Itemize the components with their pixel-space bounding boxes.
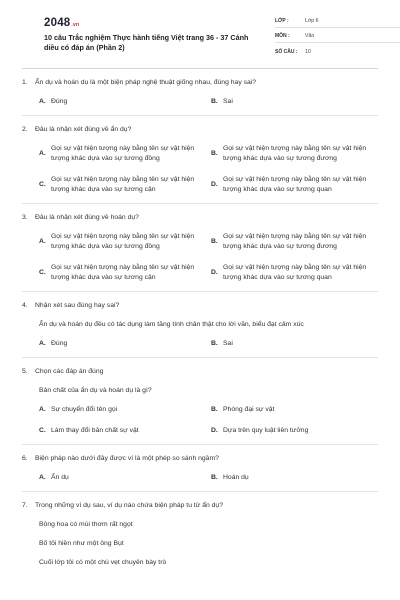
option-text: Dựa trên quy luật liên tưởng [223, 427, 309, 434]
answer-option[interactable] [39, 97, 211, 107]
option-text: Đúng [51, 340, 68, 347]
answer-options [22, 232, 378, 283]
option-letter: A. [39, 98, 46, 105]
option-text: Sai [223, 98, 233, 105]
answer-option[interactable] [211, 473, 383, 483]
question-text [22, 213, 378, 223]
answer-option[interactable] [39, 144, 211, 164]
question-prompt: Biện pháp nào dưới đây được ví là một phép so sánh ngầm? [35, 455, 219, 462]
option-letter: B. [211, 474, 218, 481]
meta-value: Lớp 6 [305, 18, 319, 24]
option-text: Phóng đại sự vật [223, 406, 275, 413]
logo-tld: .vn [71, 22, 80, 28]
option-letter: C. [39, 427, 46, 434]
question-number: 5. [22, 368, 28, 375]
option-letter: D. [211, 427, 218, 434]
option-text: Sai [223, 340, 233, 347]
question-text [22, 78, 378, 88]
question-number: 7. [22, 502, 28, 509]
answer-option[interactable] [39, 339, 211, 349]
meta-value: 10 [305, 48, 311, 55]
answer-option[interactable] [39, 405, 211, 415]
question-example: Bông hoa có mùi thơm rất ngọt [39, 521, 133, 528]
answer-option[interactable] [211, 263, 383, 283]
meta-label: SỐ CÂU : [275, 48, 298, 55]
question-prompt: Đâu là nhận xét đúng về ẩn dụ? [35, 126, 132, 133]
option-text: Gọi sự vật hiện tượng này bằng tên sự vật hiện tượng khác dựa vào sự tương quan [223, 264, 367, 281]
answer-option[interactable] [39, 426, 211, 436]
answer-option[interactable] [39, 175, 211, 195]
question-sub: Ẩn dụ và hoán dụ đều có tác dụng làm tăng tính chân thật cho lời văn, biểu đạt cảm xúc [39, 321, 304, 328]
option-text: Gọi sự vật hiện tượng này bằng tên sự vật hiện tượng khác dựa vào sự tương cận [51, 264, 195, 281]
question-item [22, 358, 378, 445]
question-number: 1. [22, 79, 28, 86]
answer-option[interactable] [39, 473, 211, 483]
meta-box [275, 15, 400, 60]
option-text: Ẩn dụ [51, 474, 69, 481]
option-letter: B. [211, 238, 218, 245]
question-item [22, 492, 378, 576]
question-text [22, 367, 378, 377]
option-letter: B. [211, 406, 218, 413]
question-text [22, 501, 378, 511]
meta-value: Văn [305, 33, 315, 39]
question-number: 6. [22, 455, 28, 462]
question-prompt: Trong những ví dụ sau, ví dụ nào chứa biện pháp tu từ ẩn dụ? [35, 502, 223, 509]
answer-option[interactable] [211, 175, 383, 195]
option-letter: B. [211, 150, 218, 157]
answer-option[interactable] [39, 263, 211, 283]
option-letter: A. [39, 406, 46, 413]
question-number: 3. [22, 214, 28, 221]
option-text: Sự chuyển đổi tên gọi [51, 406, 118, 413]
option-letter: C. [39, 269, 46, 276]
question-text [22, 125, 378, 135]
option-letter: A. [39, 238, 46, 245]
option-letter: B. [211, 98, 218, 105]
answer-option[interactable] [211, 426, 383, 436]
answer-options [22, 97, 378, 107]
meta-row-socau [275, 45, 400, 58]
question-item [22, 445, 378, 492]
document-title: 10 câu Trắc nghiệm Thực hành tiếng Việt trang 36 - 37 Cánh diều có đáp án (Phần 2) [44, 33, 249, 52]
option-letter: A. [39, 150, 46, 157]
question-text [22, 301, 378, 311]
question-list [22, 69, 378, 576]
question-sub: Bản chất của ẩn dụ và hoán dụ là gì? [39, 387, 152, 394]
meta-row-lop [275, 15, 400, 28]
logo-name: 2048 [44, 17, 71, 29]
question-item [22, 116, 378, 204]
option-letter: C. [39, 181, 46, 188]
option-letter: B. [211, 340, 218, 347]
answer-option[interactable] [39, 232, 211, 252]
answer-option[interactable] [211, 405, 383, 415]
answer-option[interactable] [211, 97, 383, 107]
option-text: Gọi sự vật hiện tượng này bằng tên sự vật hiện tượng khác dựa vào sự tương đồng [51, 233, 195, 250]
option-text: Gọi sự vật hiện tượng này bằng tên sự vật hiện tượng khác dựa vào sự tương cận [51, 176, 195, 193]
question-text [22, 454, 378, 464]
header [22, 0, 378, 68]
meta-row-mon [275, 30, 400, 43]
question-prompt: Đâu là nhận xét đúng về hoán dụ? [35, 214, 139, 221]
question-item [22, 69, 378, 116]
option-text: Gọi sự vật hiện tượng này bằng tên sự vật hiện tượng khác dựa vào sự tương đương [223, 233, 367, 250]
option-text: Làm thay đổi bản chất sự vật [51, 427, 139, 434]
question-example: Cuối lớp tôi có một chú vẹt chuyên bày trò [39, 559, 167, 566]
question-prompt: Nhận xét sau đúng hay sai? [35, 302, 120, 309]
option-letter: D. [211, 269, 218, 276]
question-prompt: Ẩn dụ và hoán dụ là một biện pháp nghệ thuật giống nhau, đúng hay sai? [35, 79, 257, 86]
option-letter: D. [211, 181, 218, 188]
option-text: Gọi sự vật hiện tượng này bằng tên sự vật hiện tượng khác dựa vào sự tương đương [223, 145, 367, 162]
question-example: Bố tôi hiền như một ông Bụt [39, 540, 124, 547]
option-letter: A. [39, 474, 46, 481]
option-text: Hoán dụ [223, 474, 249, 481]
answer-options [22, 339, 378, 349]
answer-option[interactable] [211, 232, 383, 252]
option-text: Đúng [51, 98, 68, 105]
question-prompt: Chọn các đáp án đúng [35, 368, 104, 375]
answer-options [22, 405, 378, 436]
question-item [22, 204, 378, 292]
answer-options [22, 473, 378, 483]
question-number: 4. [22, 302, 28, 309]
question-item [22, 292, 378, 358]
question-number: 2. [22, 126, 28, 133]
site-logo[interactable] [44, 17, 79, 29]
answer-option[interactable] [211, 339, 383, 349]
answer-options [22, 144, 378, 195]
meta-label: LỚP : [275, 18, 289, 24]
option-letter: A. [39, 340, 46, 347]
answer-option[interactable] [211, 144, 383, 164]
meta-label: MÔN : [275, 33, 290, 39]
option-text: Gọi sự vật hiện tượng này bằng tên sự vật hiện tượng khác dựa vào sự tương quan [223, 176, 367, 193]
option-text: Gọi sự vật hiện tượng này bằng tên sự vật hiện tượng khác dựa vào sự tương đồng [51, 145, 195, 162]
